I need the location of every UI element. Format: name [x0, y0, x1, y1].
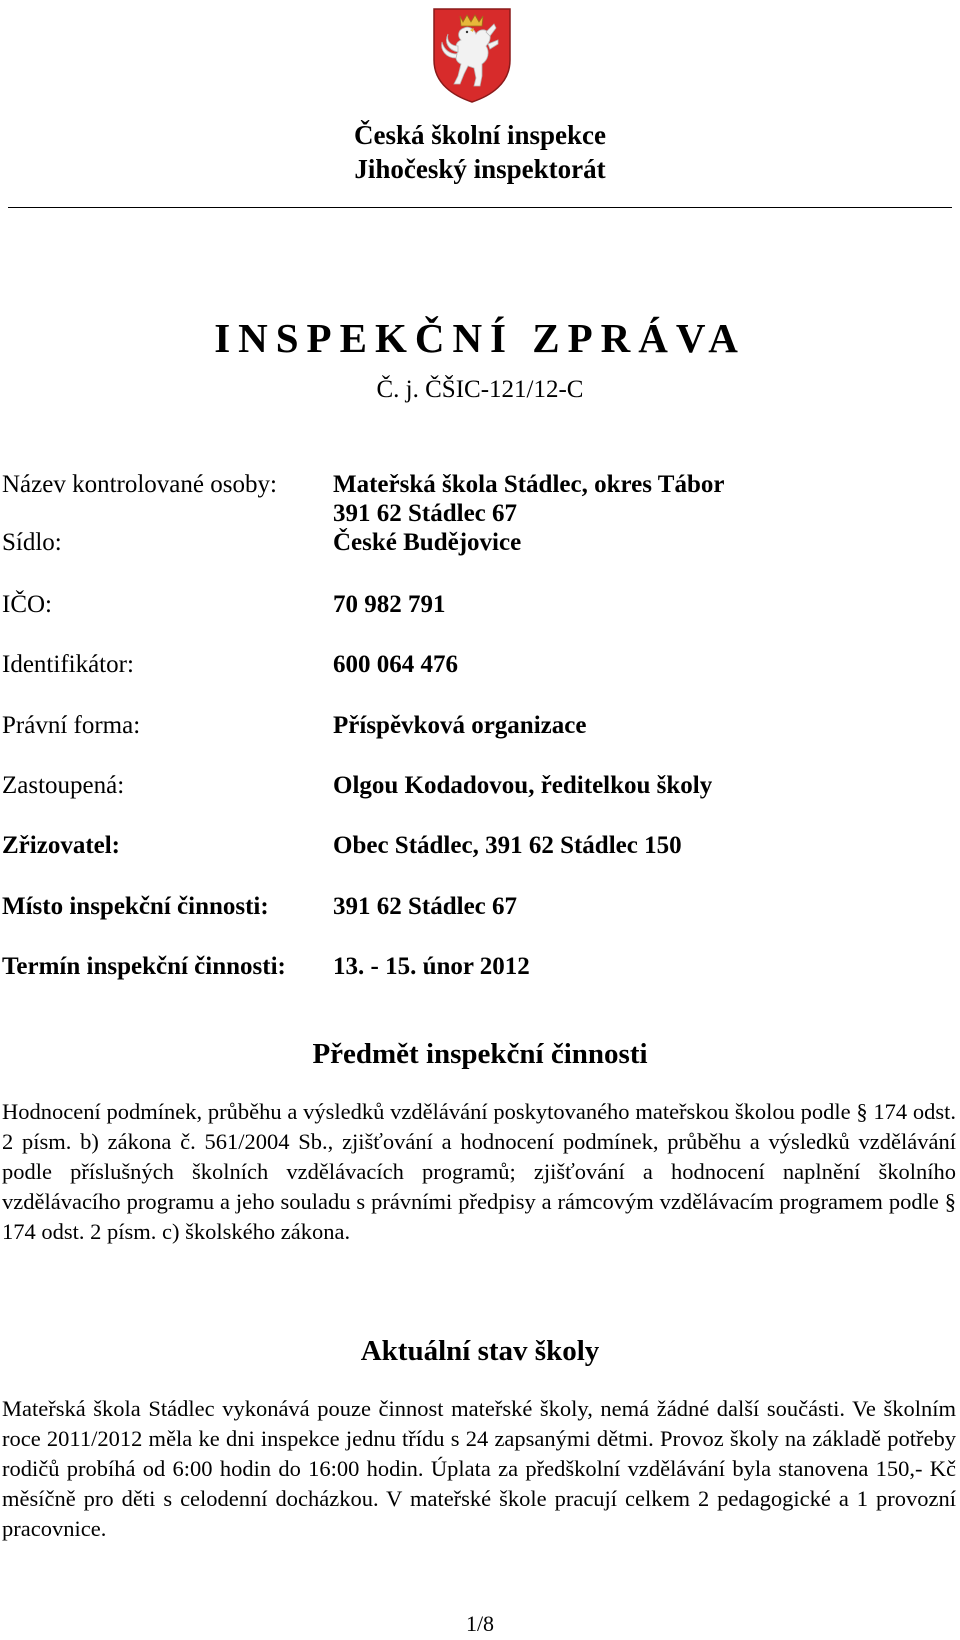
name-label: Název kontrolované osoby:: [2, 471, 277, 498]
represented-value: Olgou Kodadovou, ředitelkou školy: [333, 772, 713, 799]
inspectorate-name: Jihočeský inspektorát: [354, 154, 606, 184]
legal-form-value: Příspěvková organizace: [333, 712, 587, 739]
date-label: Termín inspekční činnosti:: [2, 953, 286, 980]
date-value: 13. - 15. únor 2012: [333, 953, 530, 980]
reference-number: Č. j. ČŠIC-121/12-C: [376, 376, 584, 403]
subject-heading: Předmět inspekční činnosti: [312, 1038, 648, 1070]
current-state-paragraph: Mateřská škola Stádlec vykonává pouze činnost mateřské školy, nemá žádné další součásti. Ve školním roce 2011/2012 měla ke dni inspekce jednu třídu s 24 zapsanými dětmi. Provoz školy na základě potřeby rodičů probíhá od 6:00 hodin do 16:00 hodin. Úplata za předškolní vzdělávání byla stanovena 150,- Kč měsíčně pro děti s celodenní docházkou. V mateřské škole pracují celkem 2 pedagogické a 1 provozní pracovnice.: [2, 1396, 956, 1541]
legal-form-label: Právní forma:: [2, 712, 141, 739]
seat-address-value: 391 62 Stádlec 67: [333, 500, 518, 527]
header-divider: [8, 207, 952, 208]
identifier-label: Identifikátor:: [2, 651, 134, 678]
place-label: Místo inspekční činnosti:: [2, 893, 269, 920]
represented-label: Zastoupená:: [2, 772, 125, 799]
page-number: 1/8: [465, 1611, 495, 1636]
place-value: 391 62 Stádlec 67: [333, 893, 518, 920]
name-value: Mateřská škola Stádlec, okres Tábor: [333, 471, 725, 498]
seat-city-value: České Budějovice: [333, 529, 522, 556]
czech-lion-coat-of-arms-icon: [430, 6, 514, 104]
founder-value: Obec Stádlec, 391 62 Stádlec 150: [333, 832, 682, 859]
current-state-heading: Aktuální stav školy: [360, 1335, 600, 1367]
identifier-value: 600 064 476: [333, 651, 458, 678]
report-title: INSPEKČNÍ ZPRÁVA: [214, 315, 746, 361]
founder-label: Zřizovatel:: [2, 832, 121, 859]
seat-label: Sídlo:: [2, 529, 62, 556]
ico-label: IČO:: [2, 591, 52, 618]
subject-paragraph: Hodnocení podmínek, průběhu a výsledků vzdělávání poskytovaného mateřskou školou podle § 174 odst. 2 písm. b) zákona č. 561/2004 Sb., zjišťování a hodnocení podmínek, průběhu a výsledků vzdělávání podle příslušných školních vzdělávacích programů; zjišťování a hodnocení naplnění školního vzdělávacího programu a jeho souladu s právními předpisy a rámcovým vzdělávacím programem podle § 174 odst. 2 písm. c) školského zákona.: [2, 1099, 956, 1244]
ico-value: 70 982 791: [333, 591, 446, 618]
authority-name: Česká školní inspekce: [353, 120, 607, 150]
